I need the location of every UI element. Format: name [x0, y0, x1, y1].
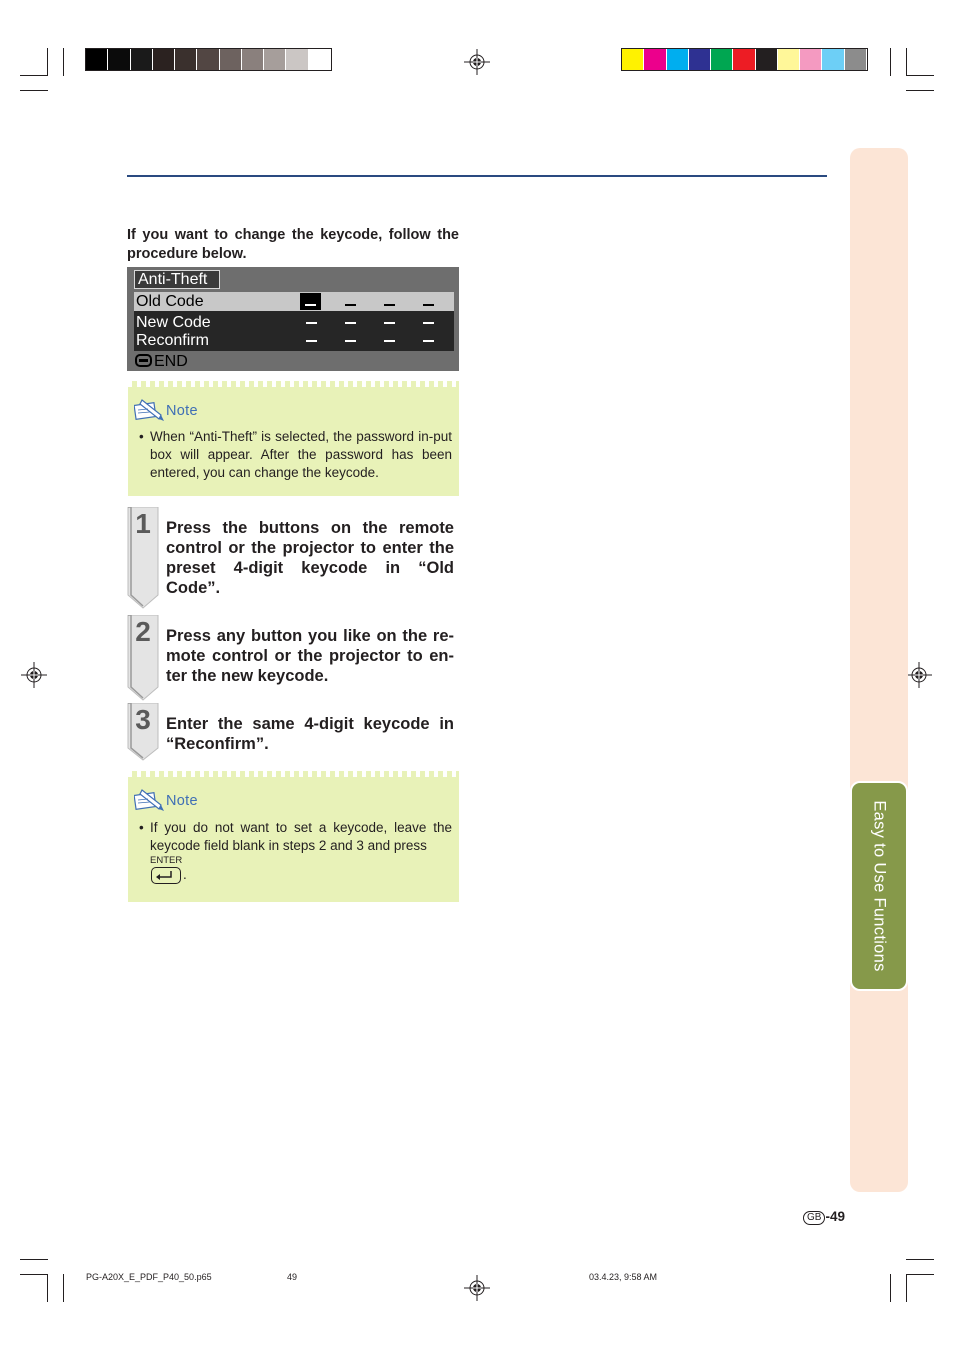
step-text: Enter the same 4-digit keycode in “Reconfirm”.	[166, 715, 454, 753]
side-tab-background	[850, 148, 908, 1192]
color-swatch	[175, 49, 197, 70]
digit-dash	[306, 322, 317, 324]
crop-mark	[63, 48, 64, 76]
note-scallop-edge	[128, 379, 459, 387]
color-swatch	[778, 49, 800, 70]
menu-row-reconfirm[interactable]	[134, 331, 454, 350]
crop-mark	[890, 48, 891, 76]
crop-mark	[906, 90, 934, 91]
digit-dash	[384, 340, 395, 342]
intro-text: If you want to change the keycode, follow the procedure below.	[127, 227, 459, 262]
page-number	[803, 1209, 845, 1225]
menu-row-label: Old Code	[136, 293, 204, 310]
digit-dash	[345, 322, 356, 324]
header-rule	[127, 175, 827, 177]
color-swatch	[800, 49, 822, 70]
crop-mark	[20, 90, 48, 91]
step-number: 3	[135, 704, 151, 735]
step-1	[127, 507, 459, 609]
color-swatch	[108, 49, 130, 70]
digit-dash	[345, 340, 356, 342]
color-swatch	[822, 49, 844, 70]
note-box	[128, 769, 459, 902]
color-swatch	[644, 49, 666, 70]
color-swatch	[711, 49, 733, 70]
cursor-digit	[300, 293, 321, 310]
color-swatch	[845, 49, 867, 70]
crop-mark	[20, 75, 48, 76]
digit-dash	[306, 340, 317, 342]
note-title: Note	[166, 403, 198, 419]
page-number-value: -49	[825, 1209, 845, 1224]
color-swatch	[131, 49, 153, 70]
return-button-icon	[135, 354, 152, 367]
color-swatch	[264, 49, 286, 70]
crop-mark	[906, 1259, 934, 1260]
crop-mark	[890, 1274, 891, 1302]
note-title: Note	[166, 793, 198, 809]
crop-mark	[906, 1274, 907, 1302]
digit-dash	[384, 322, 395, 324]
registration-mark-icon	[464, 49, 490, 75]
note-body: If you do not want to set a keycode, leave the keycode field blank in steps 2 and 3 and press	[150, 820, 452, 853]
bullet: •	[139, 429, 144, 444]
digit-dash	[345, 304, 356, 306]
color-swatch	[86, 49, 108, 70]
crop-mark	[47, 48, 48, 76]
grayscale-bar	[85, 48, 332, 71]
crop-mark	[906, 48, 907, 76]
enter-button-icon	[151, 867, 181, 884]
menu-row-label: Reconfirm	[136, 332, 209, 349]
registration-mark-icon	[906, 662, 932, 688]
menu-row-label: New Code	[136, 314, 211, 331]
digit-dash	[423, 340, 434, 342]
step-text: Press any button you like on the re-mote control or the projector to en-ter the new keycode.	[166, 627, 454, 685]
enter-button-label: ENTER	[150, 855, 183, 866]
color-bar	[621, 48, 868, 71]
note-body: When “Anti-Theft” is selected, the password in-put box will appear. After the password has been entered, you can change the keycode.	[150, 429, 452, 480]
note-box	[128, 379, 459, 496]
color-swatch	[756, 49, 778, 70]
crop-mark	[906, 75, 934, 76]
registration-mark-icon	[21, 662, 47, 688]
osd-menu	[127, 267, 459, 371]
color-swatch	[667, 49, 689, 70]
step-text: Press the buttons on the remote control or the projector to enter the preset 4-digit keycode in “Old Code”.	[166, 519, 454, 597]
region-badge: GB	[803, 1211, 825, 1225]
trailing-period: .	[183, 867, 187, 882]
crop-mark	[20, 1259, 48, 1260]
color-swatch	[733, 49, 755, 70]
registration-mark-icon	[464, 1275, 490, 1301]
crop-mark	[47, 1274, 48, 1302]
color-swatch	[197, 49, 219, 70]
color-swatch	[153, 49, 175, 70]
step-3	[127, 703, 459, 761]
step-2	[127, 615, 459, 701]
menu-row-old-code[interactable]	[134, 292, 454, 311]
end-label: END	[154, 353, 188, 370]
note-text	[139, 819, 452, 855]
color-swatch	[309, 49, 331, 70]
crop-mark	[20, 1274, 48, 1275]
menu-end-hint	[135, 353, 188, 370]
color-swatch	[286, 49, 308, 70]
note-text	[139, 428, 452, 482]
pencil-icon	[134, 786, 166, 814]
pencil-icon	[134, 396, 166, 424]
footer-date: 03.4.23, 9:58 AM	[589, 1272, 658, 1282]
crop-mark	[63, 1274, 64, 1302]
step-number: 1	[135, 508, 151, 539]
color-swatch	[242, 49, 264, 70]
footer-page: 49	[287, 1272, 298, 1282]
menu-row-new-code[interactable]	[134, 313, 454, 332]
note-scallop-edge	[128, 769, 459, 777]
color-swatch	[220, 49, 242, 70]
side-tab-label: Easy to Use Functions	[870, 800, 889, 972]
digit-dash	[423, 304, 434, 306]
digit-dash	[423, 322, 434, 324]
digit-dash	[384, 304, 395, 306]
color-swatch	[622, 49, 644, 70]
bullet: •	[139, 820, 144, 835]
menu-panel	[134, 292, 454, 351]
menu-title: Anti-Theft	[134, 270, 220, 289]
step-number: 2	[135, 616, 151, 647]
crop-mark	[906, 1274, 934, 1275]
color-swatch	[689, 49, 711, 70]
footer-file: PG-A20X_E_PDF_P40_50.p65	[86, 1272, 212, 1282]
